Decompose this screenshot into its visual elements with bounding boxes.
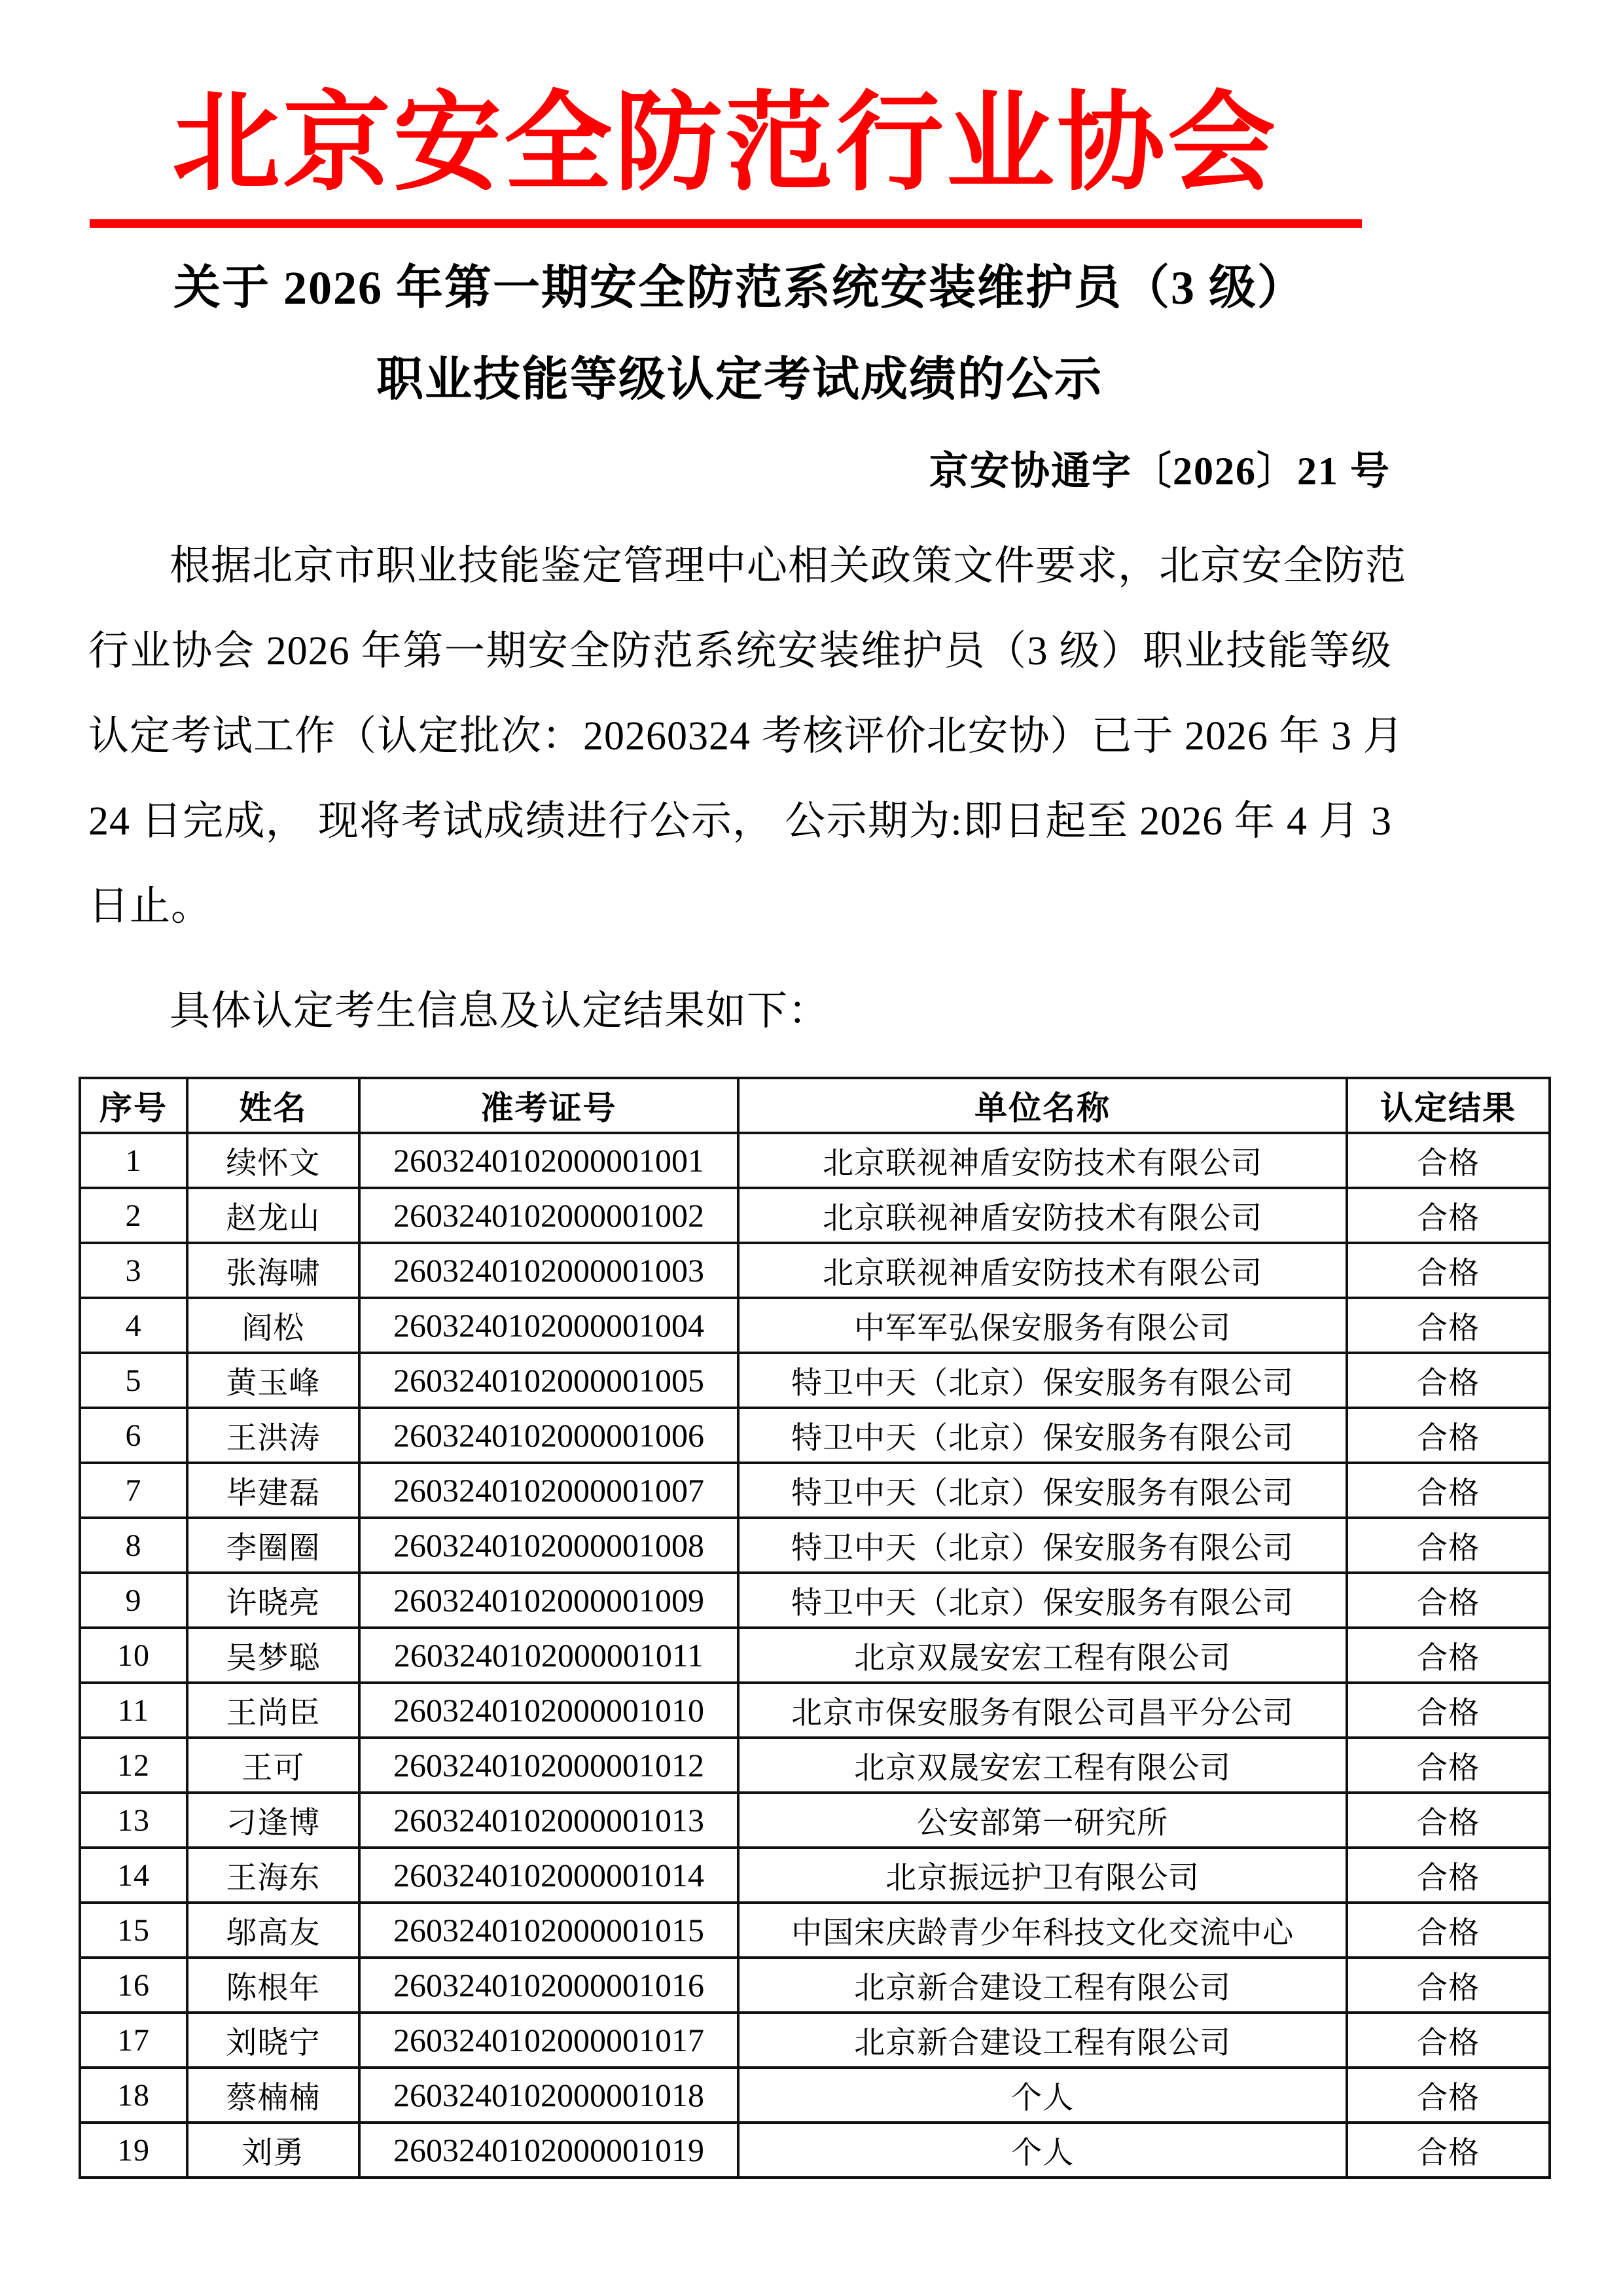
cell-ticket-number: 2603240102000001009 <box>359 1573 738 1628</box>
cell-result: 合格 <box>1347 1408 1550 1463</box>
paragraph-line: 认定考试工作（认定批次：20260324 考核评价北安协）已于 2026 年 3 月 <box>88 714 1404 759</box>
cell-ticket-number: 2603240102000001002 <box>359 1188 738 1243</box>
cell-name: 蔡楠楠 <box>187 2068 359 2123</box>
cell-ticket-number: 2603240102000001005 <box>359 1353 738 1408</box>
cell-organization: 特卫中天（北京）保安服务有限公司 <box>738 1463 1347 1518</box>
cell-name: 王海东 <box>187 1848 359 1903</box>
table-row <box>80 2123 1550 2178</box>
cell-name: 李圈圈 <box>187 1518 359 1573</box>
cell-index: 17 <box>80 2013 187 2068</box>
table-row <box>80 1848 1550 1903</box>
table-row <box>80 1518 1550 1573</box>
cell-result: 合格 <box>1347 1518 1550 1573</box>
cell-index: 6 <box>80 1408 187 1463</box>
cell-index: 14 <box>80 1848 187 1903</box>
cell-ticket-number: 2603240102000001008 <box>359 1518 738 1573</box>
cell-name: 阎松 <box>187 1298 359 1353</box>
cell-organization: 特卫中天（北京）保安服务有限公司 <box>738 1518 1347 1573</box>
column-header: 认定结果 <box>1347 1078 1550 1133</box>
column-header: 姓名 <box>187 1078 359 1133</box>
cell-result: 合格 <box>1347 1133 1550 1188</box>
cell-result: 合格 <box>1347 2123 1550 2178</box>
cell-name: 陈根年 <box>187 1958 359 2013</box>
table-row <box>80 1793 1550 1848</box>
cell-organization: 北京联视神盾安防技术有限公司 <box>738 1243 1347 1298</box>
cell-name: 王尚臣 <box>187 1683 359 1738</box>
cell-organization: 个人 <box>738 2068 1347 2123</box>
cell-organization: 特卫中天（北京）保安服务有限公司 <box>738 1573 1347 1628</box>
table-row <box>80 1683 1550 1738</box>
cell-index: 19 <box>80 2123 187 2178</box>
table-row <box>80 1738 1550 1793</box>
cell-index: 11 <box>80 1683 187 1738</box>
table-row <box>80 1298 1550 1353</box>
cell-organization: 北京双晟安宏工程有限公司 <box>738 1628 1347 1683</box>
table-row <box>80 1573 1550 1628</box>
cell-name: 黄玉峰 <box>187 1353 359 1408</box>
cell-ticket-number: 2603240102000001004 <box>359 1298 738 1353</box>
cell-name: 赵龙山 <box>187 1188 359 1243</box>
cell-organization: 北京新合建设工程有限公司 <box>738 1958 1347 2013</box>
table-intro-line: 具体认定考生信息及认定结果如下： <box>169 989 830 1033</box>
cell-name: 吴梦聪 <box>187 1628 359 1683</box>
cell-result: 合格 <box>1347 1353 1550 1408</box>
table-row <box>80 1958 1550 2013</box>
table-body <box>80 1133 1550 2178</box>
table-header-row <box>80 1078 1550 1133</box>
cell-organization: 北京振远护卫有限公司 <box>738 1848 1347 1903</box>
cell-name: 许晓亮 <box>187 1573 359 1628</box>
cell-index: 16 <box>80 1958 187 2013</box>
document-title-line-2: 职业技能等级认定考试成绩的公示 <box>376 353 1103 406</box>
cell-result: 合格 <box>1347 1903 1550 1958</box>
cell-result: 合格 <box>1347 1793 1550 1848</box>
cell-ticket-number: 2603240102000001016 <box>359 1958 738 2013</box>
cell-ticket-number: 2603240102000001010 <box>359 1683 738 1738</box>
cell-name: 王洪涛 <box>187 1408 359 1463</box>
cell-index: 15 <box>80 1903 187 1958</box>
cell-ticket-number: 2603240102000001014 <box>359 1848 738 1903</box>
cell-result: 合格 <box>1347 1958 1550 2013</box>
cell-name: 毕建磊 <box>187 1463 359 1518</box>
cell-result: 合格 <box>1347 1573 1550 1628</box>
cell-organization: 特卫中天（北京）保安服务有限公司 <box>738 1408 1347 1463</box>
cell-index: 18 <box>80 2068 187 2123</box>
cell-index: 10 <box>80 1628 187 1683</box>
paragraph-line: 行业协会 2026 年第一期安全防范系统安装维护员（3 级）职业技能等级 <box>88 629 1392 673</box>
table-row <box>80 1628 1550 1683</box>
cell-name: 王可 <box>187 1738 359 1793</box>
masthead-divider-line <box>90 219 1362 228</box>
cell-ticket-number: 2603240102000001001 <box>359 1133 738 1188</box>
results-table <box>79 1077 1551 2179</box>
cell-name: 邬高友 <box>187 1903 359 1958</box>
cell-index: 7 <box>80 1463 187 1518</box>
body-paragraph <box>88 524 1407 949</box>
cell-ticket-number: 2603240102000001012 <box>359 1738 738 1793</box>
cell-ticket-number: 2603240102000001013 <box>359 1793 738 1848</box>
cell-organization: 北京市保安服务有限公司昌平分公司 <box>738 1683 1347 1738</box>
cell-ticket-number: 2603240102000001015 <box>359 1903 738 1958</box>
cell-result: 合格 <box>1347 1188 1550 1243</box>
cell-name: 续怀文 <box>187 1133 359 1188</box>
paragraph-line: 24 日完成， 现将考试成绩进行公示， 公示期为:即日起至 2026 年 4 月 3 <box>88 799 1392 844</box>
cell-index: 9 <box>80 1573 187 1628</box>
document-title <box>88 242 1391 425</box>
cell-result: 合格 <box>1347 1628 1550 1683</box>
cell-index: 4 <box>80 1298 187 1353</box>
table-row <box>80 2013 1550 2068</box>
cell-ticket-number: 2603240102000001017 <box>359 2013 738 2068</box>
cell-name: 刘勇 <box>187 2123 359 2178</box>
column-header: 序号 <box>80 1078 187 1133</box>
table-row <box>80 1408 1550 1463</box>
cell-result: 合格 <box>1347 1243 1550 1298</box>
cell-organization: 北京双晟安宏工程有限公司 <box>738 1738 1347 1793</box>
cell-result: 合格 <box>1347 1298 1550 1353</box>
cell-result: 合格 <box>1347 1738 1550 1793</box>
cell-ticket-number: 2603240102000001018 <box>359 2068 738 2123</box>
cell-name: 刁逢博 <box>187 1793 359 1848</box>
cell-ticket-number: 2603240102000001019 <box>359 2123 738 2178</box>
column-header: 准考证号 <box>359 1078 738 1133</box>
cell-result: 合格 <box>1347 1683 1550 1738</box>
association-masthead-title: 北京安全防范行业协会 <box>172 84 1278 204</box>
cell-ticket-number: 2603240102000001006 <box>359 1408 738 1463</box>
cell-organization: 中国宋庆龄青少年科技文化交流中心 <box>738 1903 1347 1958</box>
cell-name: 刘晓宁 <box>187 2013 359 2068</box>
table-row <box>80 1353 1550 1408</box>
cell-organization: 北京联视神盾安防技术有限公司 <box>738 1188 1347 1243</box>
cell-organization: 个人 <box>738 2123 1347 2178</box>
document-reference-number: 京安协通字〔2026〕21 号 <box>929 450 1391 493</box>
cell-organization: 北京联视神盾安防技术有限公司 <box>738 1133 1347 1188</box>
cell-ticket-number: 2603240102000001003 <box>359 1243 738 1298</box>
cell-organization: 中军军弘保安服务有限公司 <box>738 1298 1347 1353</box>
cell-result: 合格 <box>1347 2013 1550 2068</box>
table-row <box>80 1243 1550 1298</box>
cell-organization: 特卫中天（北京）保安服务有限公司 <box>738 1353 1347 1408</box>
cell-result: 合格 <box>1347 2068 1550 2123</box>
document-title-line-1: 关于 2026 年第一期安全防范系统安装维护员（3 级） <box>173 262 1306 314</box>
cell-ticket-number: 2603240102000001011 <box>359 1628 738 1683</box>
cell-result: 合格 <box>1347 1463 1550 1518</box>
cell-index: 5 <box>80 1353 187 1408</box>
paragraph-line: 日止。 <box>88 884 213 929</box>
cell-index: 3 <box>80 1243 187 1298</box>
table-row <box>80 2068 1550 2123</box>
cell-organization: 公安部第一研究所 <box>738 1793 1347 1848</box>
table-row <box>80 1188 1550 1243</box>
cell-index: 12 <box>80 1738 187 1793</box>
table-row <box>80 1903 1550 1958</box>
paragraph-line: 根据北京市职业技能鉴定管理中心相关政策文件要求，北京安全防范 <box>169 544 1407 588</box>
cell-index: 8 <box>80 1518 187 1573</box>
cell-index: 13 <box>80 1793 187 1848</box>
cell-index: 1 <box>80 1133 187 1188</box>
cell-organization: 北京新合建设工程有限公司 <box>738 2013 1347 2068</box>
cell-ticket-number: 2603240102000001007 <box>359 1463 738 1518</box>
cell-index: 2 <box>80 1188 187 1243</box>
cell-name: 张海啸 <box>187 1243 359 1298</box>
table-row <box>80 1463 1550 1518</box>
table-row <box>80 1133 1550 1188</box>
cell-result: 合格 <box>1347 1848 1550 1903</box>
column-header: 单位名称 <box>738 1078 1347 1133</box>
body-text <box>88 524 1407 1054</box>
